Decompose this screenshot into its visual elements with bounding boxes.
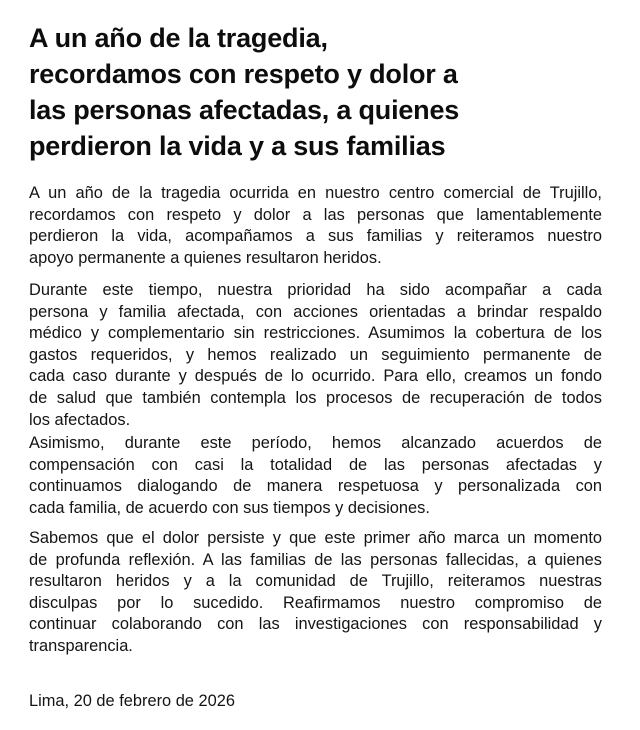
paragraph-line: disculpas por lo sucedido. Reafirmamos nuestro compromiso de — [29, 593, 602, 612]
paragraph-line: continuar colaborando con las investigaciones con responsabilidad y — [29, 615, 602, 634]
paragraph-line: cada caso durante y después de lo ocurrido. Para ello, creamos un fondo — [29, 367, 602, 386]
paragraph-apology — [29, 528, 602, 658]
paragraph-line: Durante este tiempo, nuestra prioridad ha sido acompañar a cada — [29, 281, 602, 299]
paragraph-line: apoyo permanente a quienes resultaron heridos. — [29, 248, 382, 267]
title-line: las personas afectadas, a quienes — [29, 95, 460, 125]
paragraph-line: transparencia. — [29, 636, 133, 655]
paragraph-line: de salud que también contempla los procesos de recuperación de todos — [29, 388, 602, 407]
signoff-place-date: Lima, 20 de febrero de 2026 — [29, 692, 235, 710]
paragraph-anniversary — [29, 183, 602, 269]
paragraph-line: gastos requeridos, y hemos realizado un seguimiento permanente de — [29, 345, 602, 364]
paragraph-support-actions — [29, 280, 602, 431]
paragraph-line: Asimismo, durante este período, hemos alcanzado acuerdos de — [29, 434, 602, 452]
paragraph-line: recordamos con respeto y dolor a las personas que lamentablemente — [29, 205, 602, 224]
paragraph-line: cada familia, de acuerdo con sus tiempos y decisiones. — [29, 498, 430, 517]
title-line: recordamos con respeto y dolor a — [29, 59, 458, 89]
title-line: A un año de la tragedia, — [29, 23, 328, 53]
statement-title — [29, 20, 589, 164]
title-line: perdieron la vida y a sus familias — [29, 131, 446, 161]
paragraph-line: persona y familia afectada, con acciones orientadas a brindar respaldo — [29, 302, 602, 321]
paragraph-line: A un año de la tragedia ocurrida en nuestro centro comercial de Trujillo, — [29, 184, 602, 202]
paragraph-line: compensación con casi la totalidad de las personas afectadas y — [29, 455, 602, 474]
paragraph-line: continuamos dialogando de manera respetuosa y personalizada con — [29, 477, 602, 496]
paragraph-line: perdieron la vida, acompañamos a sus familias y reiteramos nuestro — [29, 227, 602, 246]
paragraph-line: de profunda reflexión. A las familias de las personas fallecidas, a quienes — [29, 550, 602, 569]
paragraph-line: resultaron heridos y a la comunidad de Trujillo, reiteramos nuestras — [29, 572, 602, 591]
paragraph-line: Sabemos que el dolor persiste y que este primer año marca un momento — [29, 529, 602, 547]
paragraph-line: los afectados. — [29, 410, 131, 429]
paragraph-compensation — [29, 433, 602, 519]
paragraph-line: médico y complementario sin restricciones. Asumimos la cobertura de los — [29, 324, 602, 343]
